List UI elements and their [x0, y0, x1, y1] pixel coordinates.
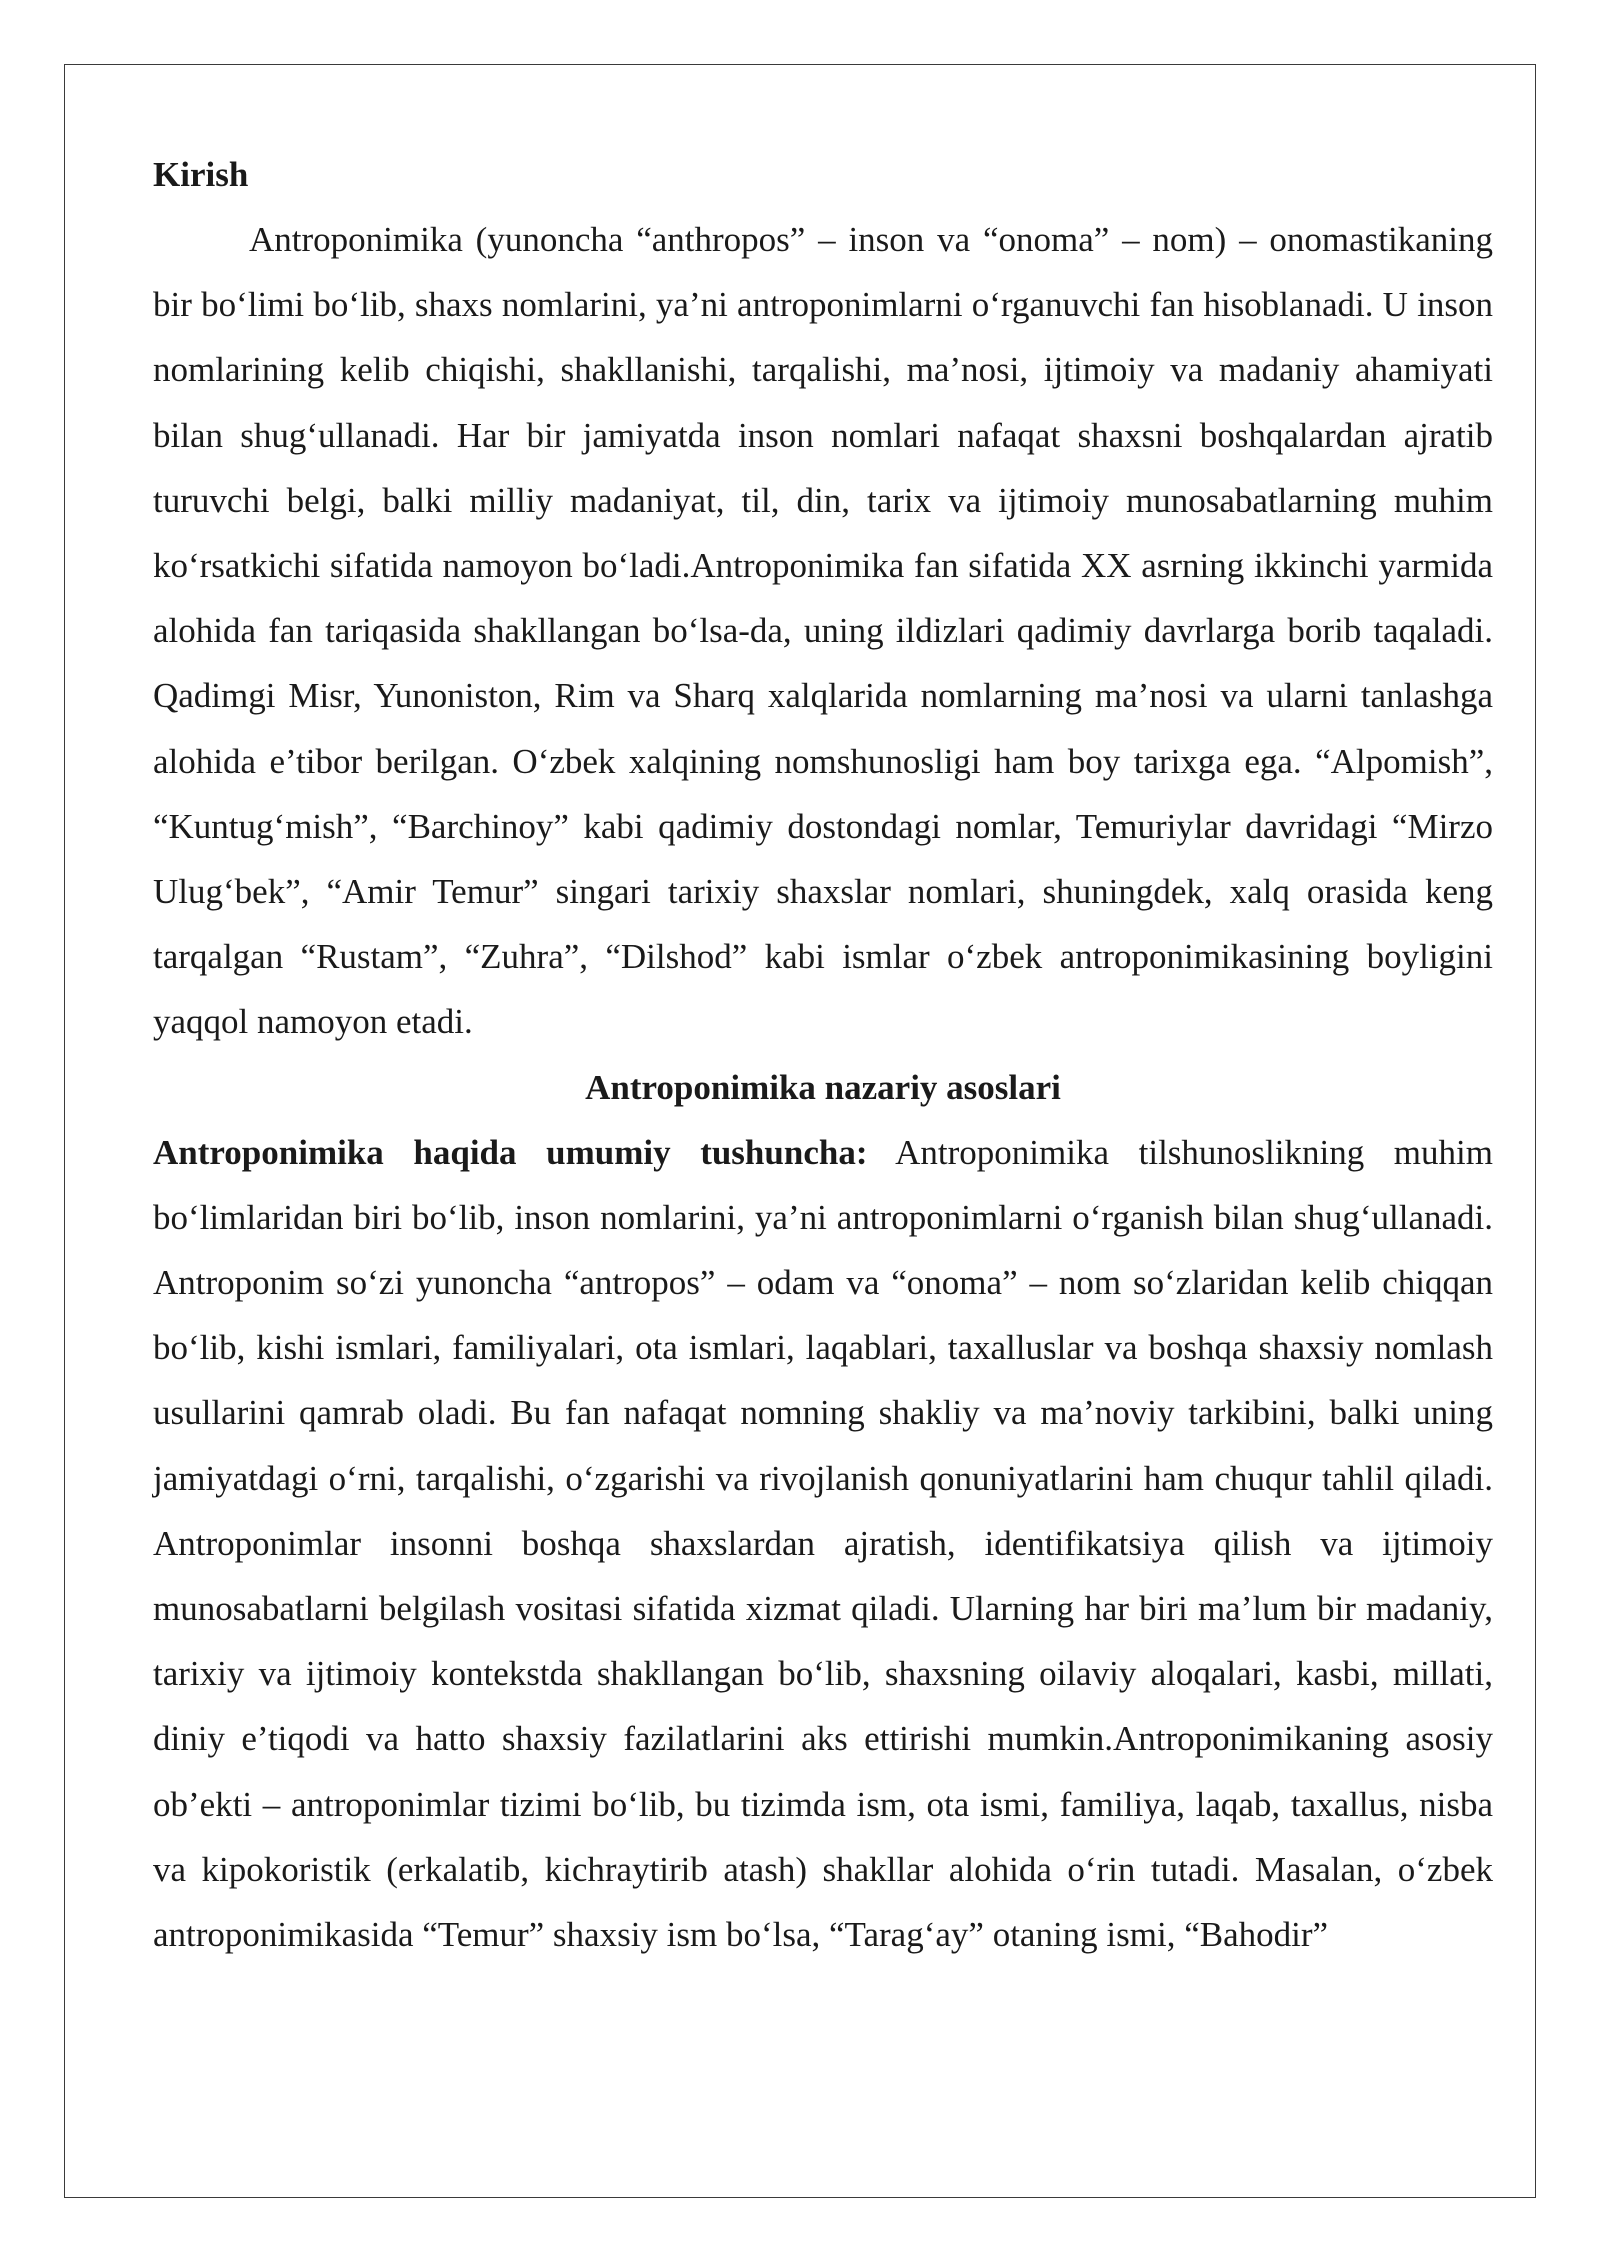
- section-paragraph: [153, 1120, 1493, 1968]
- section-title: Antroponimika nazariy asoslari: [585, 1067, 1061, 1107]
- section-lead: Antroponimika haqida umumiy tushuncha:: [153, 1132, 868, 1172]
- intro-paragraph: Antroponimika (yunoncha “anthropos” – inson va “onoma” – nom) – onomastikaning bir bo‘limi bo‘lib, shaxs nomlarini, ya’ni antroponimlarni o‘rganuvchi fan hisoblanadi. U inson nomlarining kelib chiqishi, shakllanishi, tarqalishi, ma’nosi, ijtimoiy va madaniy ahamiyati bilan shug‘ullanadi. Har bir jamiyatda inson nomlari nafaqat shaxsni boshqalardan ajratib turuvchi belgi, balki milliy madaniyat, til, din, tarix va ijtimoiy munosabatlarning muhim ko‘rsatkichi sifatida namoyon bo‘ladi.Antroponimika fan sifatida XX asrning ikkinchi yarmida alohida fan tariqasida shakllangan bo‘lsa-da, uning ildizlari qadimiy davrlarga borib taqaladi. Qadimgi Misr, Yunoniston, Rim va Sharq xalqlarida nomlarning ma’nosi va ularni tanlashga alohida e’tibor berilgan. O‘zbek xalqining nomshunosligi ham boy tarixga ega. “Alpomish”, “Kuntug‘mish”, “Barchinoy” kabi qadimiy dostondagi nomlar, Temuriylar davridagi “Mirzo Ulug‘bek”, “Amir Temur” singari tarixiy shaxslar nomlari, shuningdek, xalq orasida keng tarqalgan “Rustam”, “Zuhra”, “Dilshod” kabi ismlar o‘zbek antroponimikasining boyligini yaqqol namoyon etadi.: [153, 220, 1493, 1042]
- intro-heading: Kirish: [153, 155, 249, 194]
- section-body-text: Antroponimika tilshunoslikning muhim bo‘limlaridan biri bo‘lib, inson nomlarini, ya’ni antroponimlarni o‘rganish bilan shug‘ullanadi. Antroponim so‘zi yunoncha “antropos” – odam va “onoma” – nom so‘zlaridan kelib chiqqan bo‘lib, kishi ismlari, familiyalari, ota ismlari, laqablari, taxalluslar va boshqa shaxsiy nomlash usullarini qamrab oladi. Bu fan nafaqat nomning shakliy va ma’noviy tarkibini, balki uning jamiyatdagi o‘rni, tarqalishi, o‘zgarishi va rivojlanish qonuniyatlarini ham chuqur tahlil qiladi. Antroponimlar insonni boshqa shaxslardan ajratish, identifikatsiya qilish va ijtimoiy munosabatlarni belgilash vositasi sifatida xizmat qiladi. Ularning har biri ma’lum bir madaniy, tarixiy va ijtimoiy kontekstda shakllangan bo‘lib, shaxsning oilaviy aloqalari, kasbi, millati, diniy e’tiqodi va hatto shaxsiy fazilatlarini aks ettirishi mumkin.Antroponimikaning asosiy ob’ekti – antroponimlar tizimi bo‘lib, bu tizimda ism, ota ismi, familiya, laqab, taxallus, nisba va kipokoristik (erkalatib, kichraytirib atash) shakllar alohida o‘rin tutadi. Masalan, o‘zbek antroponimikasida “Temur” shaxsiy ism bo‘lsa, “Tarag‘ay” otaning ismi, “Bahodir”: [153, 1132, 1493, 1955]
- document-body: [153, 142, 1493, 1967]
